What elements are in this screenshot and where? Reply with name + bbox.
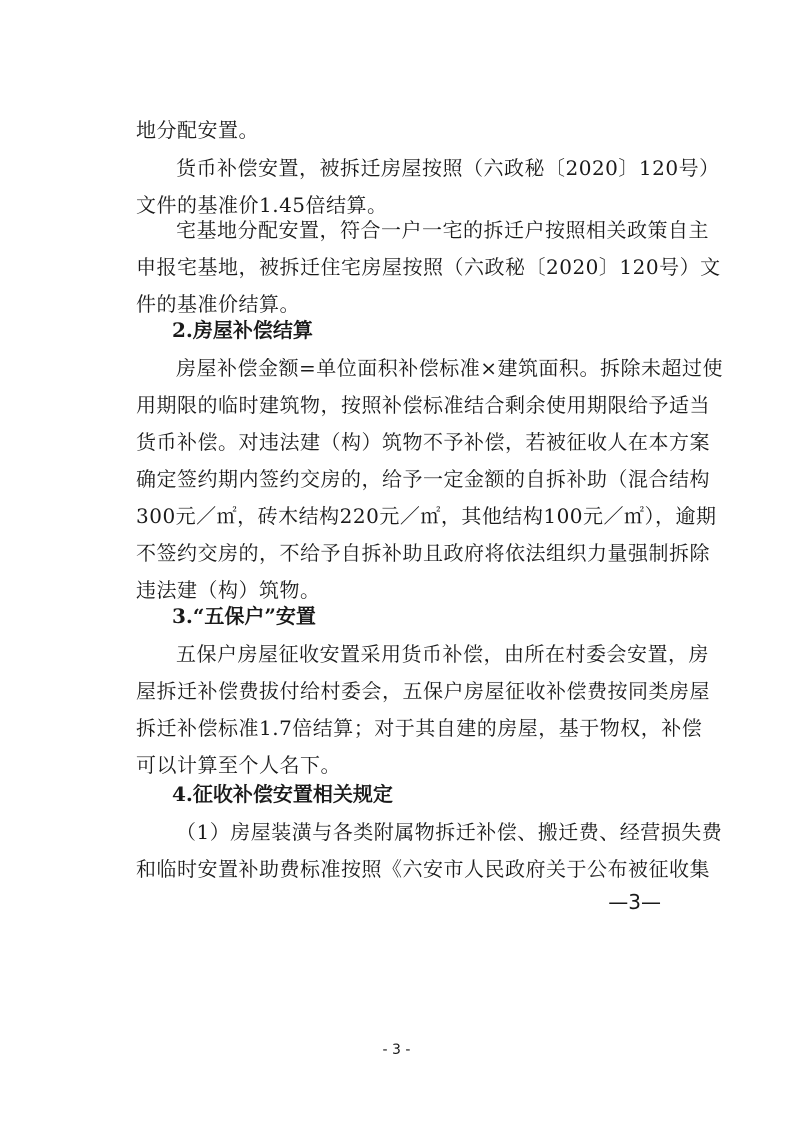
- text-line: 申报宅基地，被拆迁住宅房屋按照（六政秘〔2020〕120号）文: [136, 255, 721, 279]
- text-line: 违法建（构）筑物。: [136, 578, 321, 602]
- text-line: 可以计算至个人名下。: [136, 753, 341, 777]
- section-heading-4: 4.征收补偿安置相关规定: [172, 782, 393, 806]
- paragraph-continuation: [136, 112, 662, 149]
- text-line: 确定签约期内签约交房的，给予一定金额的自拆补助（混合结构: [136, 467, 710, 491]
- text-line: （1）房屋装潢与各类附属物拆迁补偿、搬迁费、经营损失费: [176, 820, 723, 844]
- text-line: 宅基地分配安置，符合一户一宅的拆迁户按照相关政策自主: [176, 218, 709, 242]
- text-line: 屋拆迁补偿费拔付给村委会，五保户房屋征收补偿费按同类房屋: [136, 679, 710, 703]
- section-heading-2: 2.房屋补偿结算: [172, 318, 313, 342]
- text-line: 不签约交房的，不给予自拆补助且政府将依法组织力量强制拆除: [136, 541, 710, 565]
- text-line: 货币补偿。对违法建（构）筑物不予补偿，若被征收人在本方案: [136, 430, 710, 454]
- page-number-inner: —3—: [608, 890, 661, 914]
- paragraph-house-compensation: [136, 350, 724, 609]
- text-line: 货币补偿安置，被拆迁房屋按照（六政秘〔2020〕120号）: [176, 156, 720, 180]
- text-line: 文件的基准价1.45倍结算。: [136, 193, 388, 217]
- text-line: 件的基准价结算。: [136, 292, 300, 316]
- text-line: 五保户房屋征收安置采用货币补偿，由所在村委会安置，房: [176, 642, 709, 666]
- text-line: 用期限的临时建筑物，按照补偿标准结合剩余使用期限给予适当: [136, 393, 710, 417]
- text-line: 地分配安置。: [136, 118, 259, 142]
- text-line: 和临时安置补助费标准按照《六安市人民政府关于公布被征收集: [136, 857, 710, 881]
- page-number-outer: - 3 -: [382, 1042, 411, 1058]
- paragraph-homestead-allocation: [136, 212, 721, 323]
- text-line: 拆迁补偿标准1.7倍结算；对于其自建的房屋，基于物权，补偿: [136, 716, 703, 740]
- text-line: 房屋补偿金额=单位面积补偿标准×建筑面积。拆除未超过使: [176, 356, 724, 380]
- section-heading-3: 3.“五保户”安置: [172, 604, 316, 628]
- text-line: 300元／㎡，砖木结构220元／㎡，其他结构100元／㎡），逾期: [136, 504, 717, 528]
- paragraph-five-guarantee: [136, 636, 710, 784]
- paragraph-regulations: [136, 814, 723, 888]
